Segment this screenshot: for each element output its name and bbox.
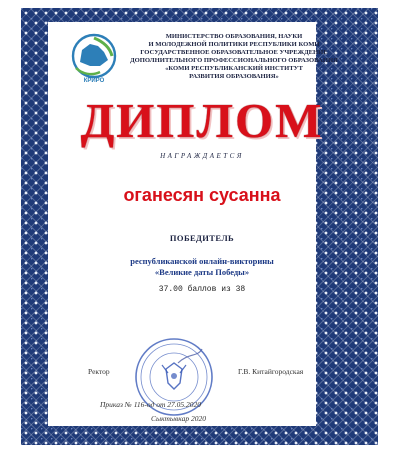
header-line: МИНИСТЕРСТВО ОБРАЗОВАНИЯ, НАУКИ (165, 33, 303, 40)
diploma-title: ДИПЛОМ (80, 93, 324, 148)
recipient-name: оганесян сусанна (123, 185, 281, 205)
header-line: РАЗВИТИЯ ОБРАЗОВАНИЯ» (189, 73, 279, 80)
logo-text: КРИРО (83, 78, 105, 84)
institution-header (128, 33, 340, 81)
contest-line-2: «Великие даты Победы» (154, 267, 250, 277)
city-year: Сыктывкар 2020 (151, 414, 206, 423)
header-line: И МОЛОДЕЖНОЙ ПОЛИТИКИ РЕСПУБЛИКИ КОМИ (148, 41, 320, 48)
awarded-label: НАГРАЖДАЕТСЯ (160, 152, 244, 160)
contest-line-1: республиканской онлайн-викторины (130, 256, 274, 266)
award-title: ПОБЕДИТЕЛЬ (169, 233, 235, 243)
header-line: «КОМИ РЕСПУБЛИКАНСКИЙ ИНСТИТУТ (165, 65, 303, 72)
signatory-role: Ректор (88, 367, 110, 376)
contest-name (76, 256, 328, 278)
signatory-name: Г.В. Китайгородская (238, 367, 304, 376)
score-text: 37.00 баллов из 38 (158, 285, 246, 294)
order-reference: Приказ № 116-од от 27.05.2020 (100, 400, 202, 409)
header-line: ГОСУДАРСТВЕННОЕ ОБРАЗОВАТЕЛЬНОЕ УЧРЕЖДЕНИЕ (140, 49, 328, 56)
header-line: ДОПОЛНИТЕЛЬНОГО ПРОФЕССИОНАЛЬНОГО ОБРАЗОВАНИЯ (130, 57, 338, 64)
institute-logo (64, 32, 130, 84)
